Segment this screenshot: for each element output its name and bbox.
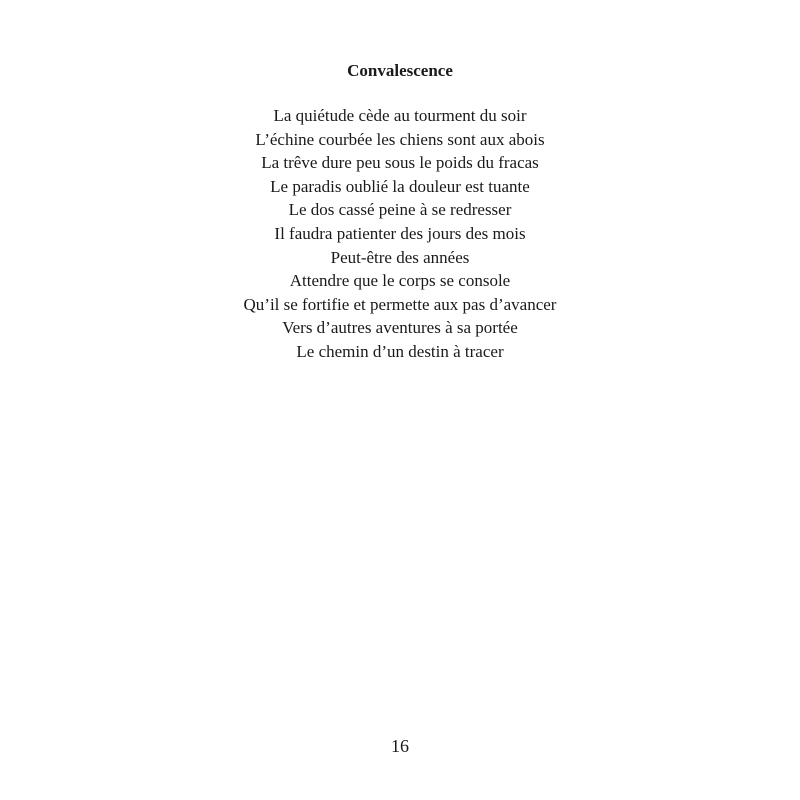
poem-line: Qu’il se fortifie et permette aux pas d’avancer <box>243 294 557 314</box>
poem-line: Attendre que le corps se console <box>289 271 511 291</box>
poem-line: Le paradis oublié la douleur est tuante <box>270 176 530 196</box>
poem-line: Il faudra patienter des jours des mois <box>274 223 526 243</box>
poem-line: Vers d’autres aventures à sa portée <box>282 318 518 338</box>
poem-title: Convalescence <box>347 61 453 80</box>
poem-line: La trêve dure peu sous le poids du fracas <box>261 153 539 173</box>
poem-line: La quiétude cède au tourment du soir <box>273 106 527 125</box>
page-number: 16 <box>391 736 409 756</box>
poem-line: Peut-être des années <box>330 247 470 267</box>
poem-line: Le dos cassé peine à se redresser <box>288 200 512 220</box>
poem-body <box>0 104 800 364</box>
poem-line: Le chemin d’un destin à tracer <box>296 341 504 361</box>
poem-line: L’échine courbée les chiens sont aux abois <box>255 129 545 149</box>
